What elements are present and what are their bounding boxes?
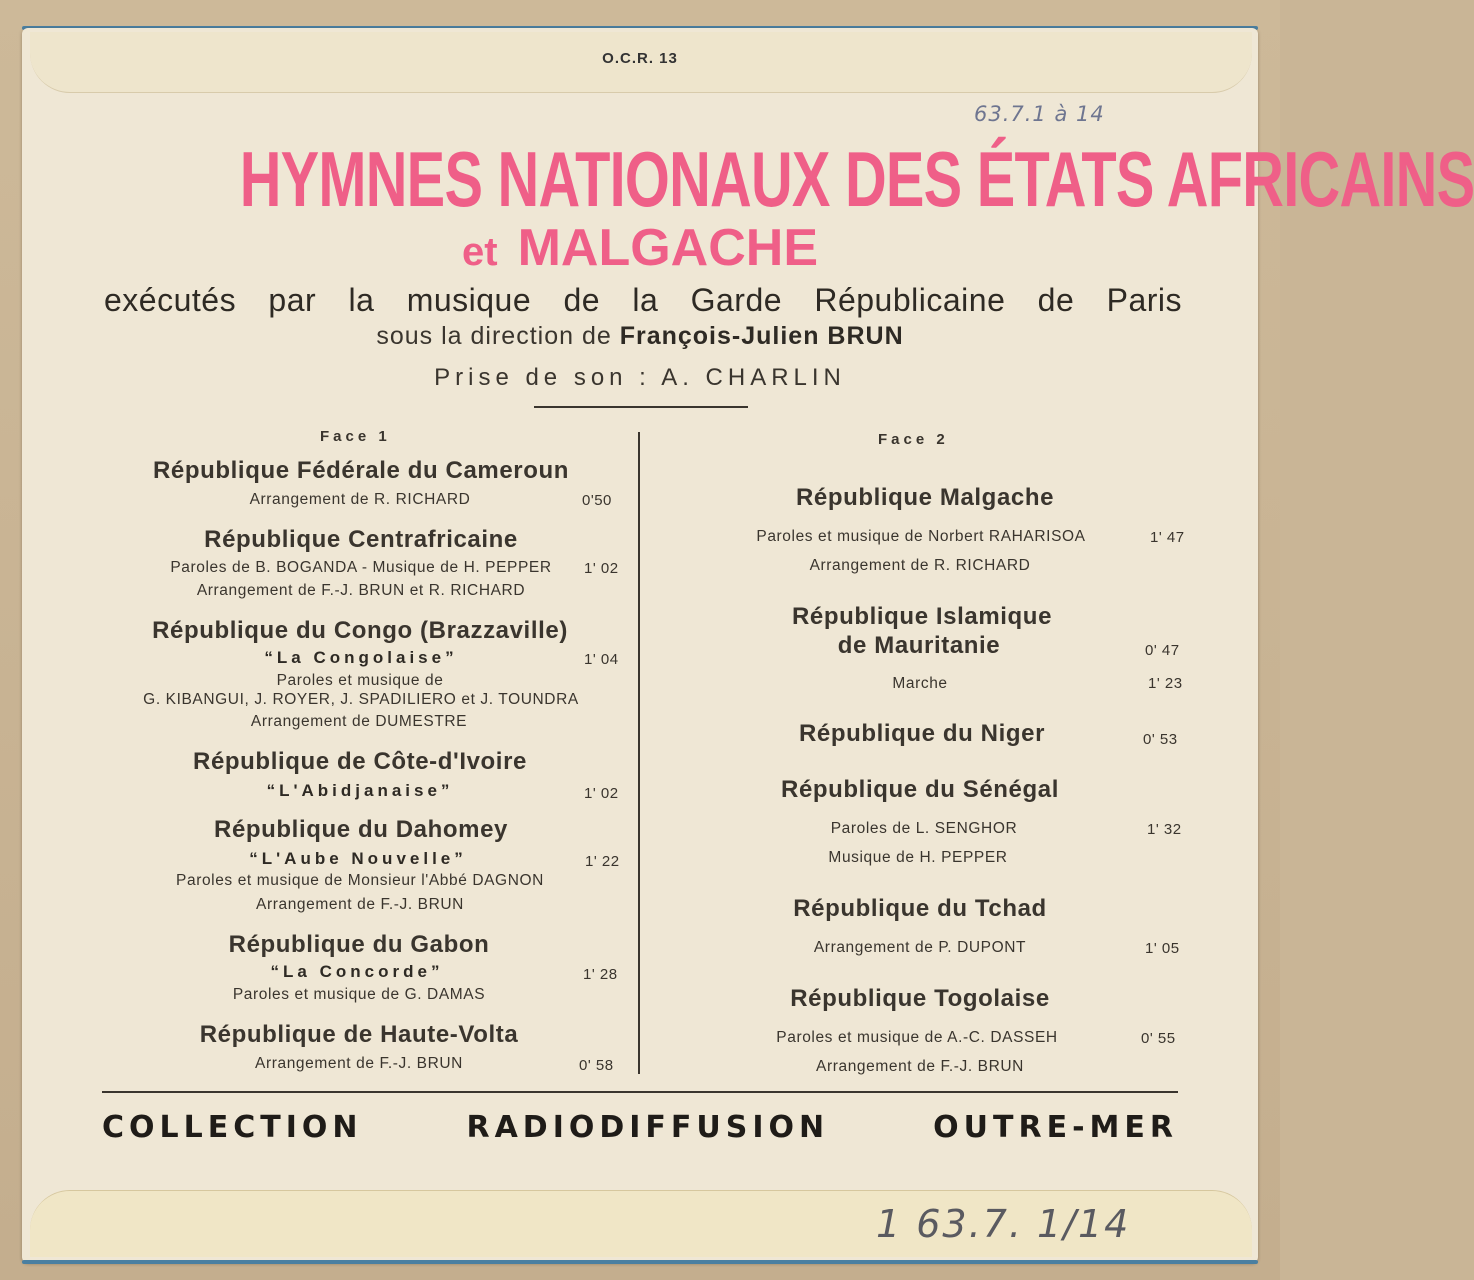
- face1-track6-country: République du Gabon: [228, 931, 490, 958]
- face1-track7-duration: 0' 58: [579, 1057, 614, 1074]
- face1-track3-duration: 1' 04: [584, 651, 619, 668]
- face1-track1-duration: 0'50: [582, 492, 612, 509]
- face2-track1-credit2: Arrangement de R. RICHARD: [809, 557, 1031, 574]
- divider-short: [534, 406, 748, 408]
- face2-track4-duration: 1' 32: [1147, 821, 1182, 838]
- face2-track2-country-line2: de Mauritanie: [837, 632, 1001, 659]
- face1-track3-credit3: Arrangement de DUMESTRE: [250, 713, 468, 730]
- face2-track4-credit1: Paroles de L. SENGHOR: [830, 820, 1018, 837]
- sub-title: [0, 218, 1280, 278]
- face2-track6-duration: 0' 55: [1141, 1030, 1176, 1047]
- face1-track3-credit1: Paroles et musique de: [276, 672, 444, 689]
- performer-credit: exécutés par la musique de la Garde Républicaine de Paris: [104, 282, 1182, 318]
- face2-track6-credit2: Arrangement de F.-J. BRUN: [816, 1058, 1024, 1075]
- handwritten-note-top: 63.7.1 à 14: [974, 102, 1105, 126]
- face2-track3-duration: 0' 53: [1143, 731, 1178, 748]
- face1-track4-anthem: “L'Abidjanaise”: [266, 781, 454, 800]
- collection-word-1: COLLECTION: [102, 1110, 363, 1145]
- face1-track1-credit: Arrangement de R. RICHARD: [249, 491, 471, 508]
- face1-track4-duration: 1' 02: [584, 785, 619, 802]
- face1-track3-anthem: “La Congolaise”: [264, 648, 458, 667]
- face2-label: Face 2: [878, 431, 949, 448]
- direction-credit: [0, 322, 1280, 351]
- face2-track4-country: République du Sénégal: [781, 776, 1059, 803]
- sleeve-bottom-edge: [22, 1260, 1258, 1264]
- face1-track2-credit2: Arrangement de F.-J. BRUN et R. RICHARD: [196, 582, 526, 599]
- face2-track5-credit: Arrangement de P. DUPONT: [813, 939, 1027, 956]
- face1-track5-credit2: Arrangement de F.-J. BRUN: [256, 896, 464, 913]
- face1-track2-country: République Centrafricaine: [204, 526, 518, 553]
- recording-credit: Prise de son : A. CHARLIN: [434, 364, 846, 391]
- face1-label: Face 1: [320, 428, 391, 445]
- face2-track4-credit2: Musique de H. PEPPER: [828, 849, 1008, 866]
- sub-title-et: et: [462, 230, 498, 274]
- direction-prefix: sous la direction de: [376, 322, 612, 350]
- face1-track5-duration: 1' 22: [585, 853, 620, 870]
- collection-banner: [102, 1110, 1178, 1145]
- catalog-number: O.C.R. 13: [602, 50, 678, 67]
- face1-track1-country: République Fédérale du Cameroun: [153, 457, 569, 484]
- collection-word-2: RADIODIFFUSION: [466, 1110, 830, 1145]
- face2-track2-country-line1: République Islamique: [791, 603, 1053, 630]
- face2-track5-country: République du Tchad: [793, 895, 1047, 922]
- face2-track5-duration: 1' 05: [1145, 940, 1180, 957]
- face2-track1-credit1: Paroles et musique de Norbert RAHARISOA: [756, 528, 1086, 545]
- face2-track2-march-label: Marche: [892, 675, 948, 692]
- face2-track1-duration: 1' 47: [1150, 529, 1185, 546]
- face2-track6-credit1: Paroles et musique de A.-C. DASSEH: [776, 1029, 1058, 1046]
- sub-title-name: MALGACHE: [517, 219, 818, 277]
- face2-track2-march-duration: 1' 23: [1148, 675, 1183, 692]
- face1-track4-country: République de Côte-d'Ivoire: [193, 748, 527, 775]
- face2-track3-country: République du Niger: [798, 720, 1046, 747]
- face1-track2-duration: 1' 02: [584, 560, 619, 577]
- main-title: HYMNES NATIONAUX DES ÉTATS AFRICAINS: [239, 135, 1474, 223]
- face1-track6-duration: 1' 28: [583, 966, 618, 983]
- face1-track2-credit1: Paroles de B. BOGANDA - Musique de H. PEPPER: [170, 559, 552, 576]
- face1-track3-credit2: G. KIBANGUI, J. ROYER, J. SPADILIERO et J. TOUNDRA: [143, 691, 579, 708]
- conductor-name: François-Julien BRUN: [619, 322, 904, 350]
- face2-track2-duration: 0' 47: [1145, 642, 1180, 659]
- collection-word-3: OUTRE-MER: [933, 1110, 1178, 1145]
- face1-track7-country: République de Haute-Volta: [199, 1021, 519, 1048]
- face1-track7-credit: Arrangement de F.-J. BRUN: [255, 1055, 463, 1072]
- face1-track6-credit1: Paroles et musique de G. DAMAS: [232, 986, 486, 1003]
- face1-track5-anthem: “L'Aube Nouvelle”: [249, 849, 467, 868]
- face1-track6-anthem: “La Concorde”: [270, 962, 444, 981]
- face1-track3-country: République du Congo (Brazzaville): [152, 617, 568, 644]
- face2-track1-country: République Malgache: [795, 484, 1055, 511]
- footer-divider: [102, 1091, 1178, 1093]
- face1-track5-credit1: Paroles et musique de Monsieur l'Abbé DAGNON: [176, 872, 544, 889]
- column-divider: [638, 432, 640, 1074]
- face1-track5-country: République du Dahomey: [214, 816, 508, 843]
- handwritten-note-bottom: 1 63.7. 1/14: [876, 1202, 1131, 1246]
- face2-track6-country: République Togolaise: [790, 985, 1050, 1012]
